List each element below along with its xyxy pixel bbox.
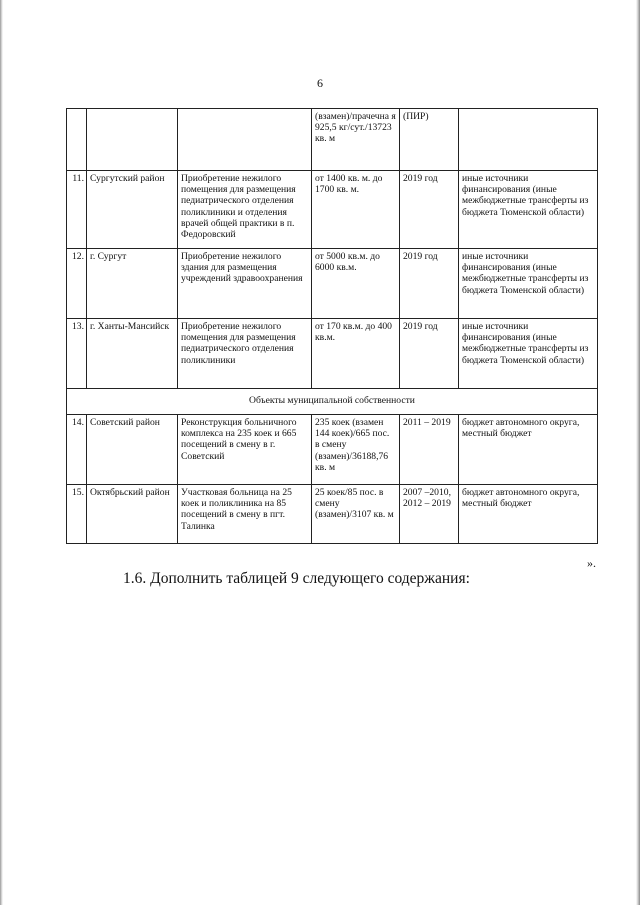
period-cell: (ПИР) xyxy=(400,109,459,171)
district-cell: Октябрьский район xyxy=(87,485,178,544)
object-cell: Приобретение нежилого помещения для размещения педиатрического отделения поликлиники и отделения врачей общей практики в п. Федоровский xyxy=(178,171,312,249)
section-header-row xyxy=(67,389,598,415)
capacity-cell: 235 коек (взамен 144 коек)/665 пос. в смену (взамен)/36188,76 кв. м xyxy=(312,415,400,485)
row-number: 11. xyxy=(67,171,87,249)
table-row xyxy=(67,249,598,319)
row-number xyxy=(67,109,87,171)
row-number: 15. xyxy=(67,485,87,544)
object-cell: Приобретение нежилого помещения для размещения педиатрического отделения поликлиники xyxy=(178,319,312,389)
period-cell: 2011 – 2019 xyxy=(400,415,459,485)
district-cell: Советский район xyxy=(87,415,178,485)
source-cell: иные источники финансирования (иные межбюджетные трансферты из бюджета Тюменской области) xyxy=(459,171,598,249)
object-cell xyxy=(178,109,312,171)
period-cell: 2019 год xyxy=(400,171,459,249)
district-cell: г. Ханты-Мансийск xyxy=(87,319,178,389)
row-number: 12. xyxy=(67,249,87,319)
closing-quote: ». xyxy=(587,556,596,570)
table-row xyxy=(67,171,598,249)
capacity-cell: от 170 кв.м. до 400 кв.м. xyxy=(312,319,400,389)
objects-table xyxy=(66,108,598,544)
table-row xyxy=(67,485,598,544)
district-cell xyxy=(87,109,178,171)
object-cell: Реконструкция больничного комплекса на 235 коек и 665 посещений в смену в г. Советский xyxy=(178,415,312,485)
source-cell: иные источники финансирования (иные межбюджетные трансферты из бюджета Тюменской области) xyxy=(459,319,598,389)
period-cell: 2007 –2010, 2012 – 2019 xyxy=(400,485,459,544)
scan-edge-right xyxy=(636,0,640,905)
table-row xyxy=(67,319,598,389)
object-cell: Приобретение нежилого здания для размещения учреждений здравоохранения xyxy=(178,249,312,319)
object-cell: Участковая больница на 25 коек и поликлиника на 85 посещений в смену в пгт. Талинка xyxy=(178,485,312,544)
amendment-instruction: 1.6. Дополнить таблицей 9 следующего содержания: xyxy=(123,570,470,587)
table-row xyxy=(67,109,598,171)
row-number: 14. xyxy=(67,415,87,485)
capacity-cell: (взамен)/прачечна я 925,5 кг/сут./13723 кв. м xyxy=(312,109,400,171)
page-number: 6 xyxy=(317,76,323,90)
period-cell: 2019 год xyxy=(400,319,459,389)
source-cell xyxy=(459,109,598,171)
source-cell: бюджет автономного округа, местный бюджет xyxy=(459,485,598,544)
section-title: Объекты муниципальной собственности xyxy=(67,389,598,415)
district-cell: Сургутский район xyxy=(87,171,178,249)
row-number: 13. xyxy=(67,319,87,389)
source-cell: иные источники финансирования (иные межбюджетные трансферты из бюджета Тюменской области) xyxy=(459,249,598,319)
scan-edge-left xyxy=(0,0,3,905)
capacity-cell: 25 коек/85 пос. в смену (взамен)/3107 кв. м xyxy=(312,485,400,544)
district-cell: г. Сургут xyxy=(87,249,178,319)
period-cell: 2019 год xyxy=(400,249,459,319)
source-cell: бюджет автономного округа, местный бюджет xyxy=(459,415,598,485)
capacity-cell: от 1400 кв. м. до 1700 кв. м. xyxy=(312,171,400,249)
table-row xyxy=(67,415,598,485)
capacity-cell: от 5000 кв.м. до 6000 кв.м. xyxy=(312,249,400,319)
